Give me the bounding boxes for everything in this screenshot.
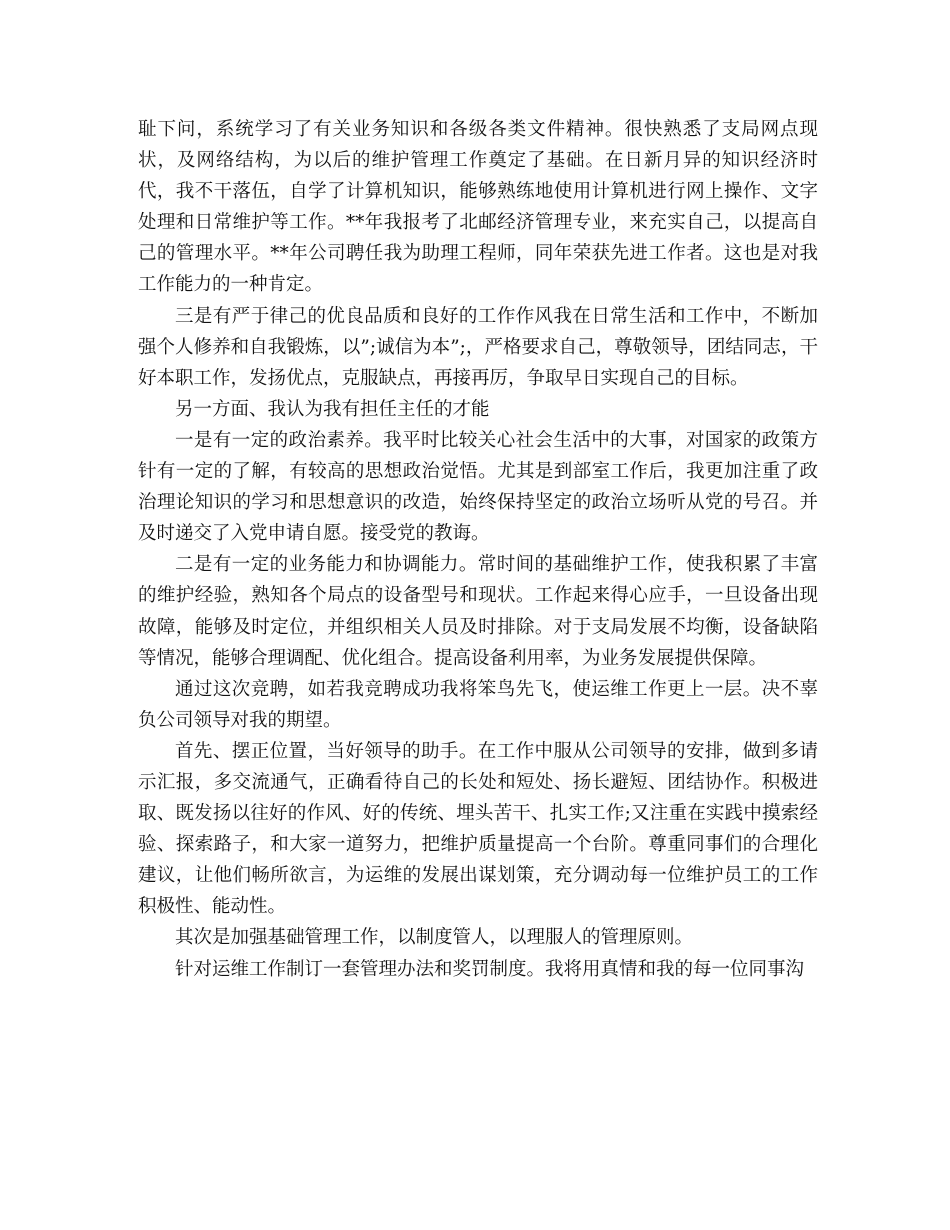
- paragraph-9: 针对运维工作制订一套管理办法和奖罚制度。我将用真情和我的每一位同事沟: [175, 958, 805, 980]
- paragraph-6: 通过这次竞聘，如若我竞聘成功我将笨鸟先飞，使运维工作更上一层。决不辜负公司领导对我的期望。: [138, 678, 818, 731]
- paragraph-5: 二是有一定的业务能力和协调能力。常时间的基础维护工作，使我积累了丰富的维护经验，熟知各个局点的设备型号和现状。工作起来得心应手，一旦设备出现故障，能够及时定位，并组织相关人员及时排除。对于支局发展不均衡，设备缺陷等情况，能够合理调配、优化组合。提高设备利用率，为业务发展提供保障。: [138, 554, 818, 669]
- document-body: [138, 114, 818, 985]
- paragraph-8: 其次是加强基础管理工作，以制度管人，以理服人的管理原则。: [175, 927, 694, 949]
- paragraph-1: 耻下问，系统学习了有关业务知识和各级各类文件精神。很快熟悉了支局网点现状，及网络结构，为以后的维护管理工作奠定了基础。在日新月异的知识经济时代，我不干落伍，自学了计算机知识，能够熟练地使用计算机进行网上操作、文字处理和日常维护等工作。**年我报考了北邮经济管理专业，来充实自己，以提高自己的管理水平。**年公司聘任我为助理工程师，同年荣获先进工作者。这也是对我工作能力的一种肯定。: [138, 119, 818, 296]
- paragraph-4: 一是有一定的政治素养。我平时比较关心社会生活中的大事，对国家的政策方针有一定的了解，有较高的思想政治觉悟。尤其是到部室工作后，我更加注重了政治理论知识的学习和思想意识的改造，始终保持坚定的政治立场听从党的号召。并及时递交了入党申请自愿。接受党的教诲。: [138, 429, 818, 545]
- paragraph-7: 首先、摆正位置，当好领导的助手。在工作中服从公司领导的安排，做到多请示汇报，多交流通气，正确看待自己的长处和短处、扬长避短、团结协作。积极进取、既发扬以往好的作风、好的传统、埋头苦干、扎实工作;又注重在实践中摸索经验、探索路子，和大家一道努力，把维护质量提高一个台阶。尊重同事们的合理化建议，让他们畅所欲言，为运维的发展出谋划策，充分调动每一位维护员工的工作积极性、能动性。: [138, 740, 818, 918]
- paragraph-2: 三是有严于律己的优良品质和良好的工作作风我在日常生活和工作中，不断加强个人修养和自我锻炼，以”;诚信为本”;，严格要求自己，尊敬领导，团结同志，干好本职工作，发扬优点，克服缺点，再接再厉，争取早日实现自己的目标。: [138, 305, 818, 389]
- paragraph-3: 另一方面、我认为我有担任主任的才能: [175, 398, 490, 420]
